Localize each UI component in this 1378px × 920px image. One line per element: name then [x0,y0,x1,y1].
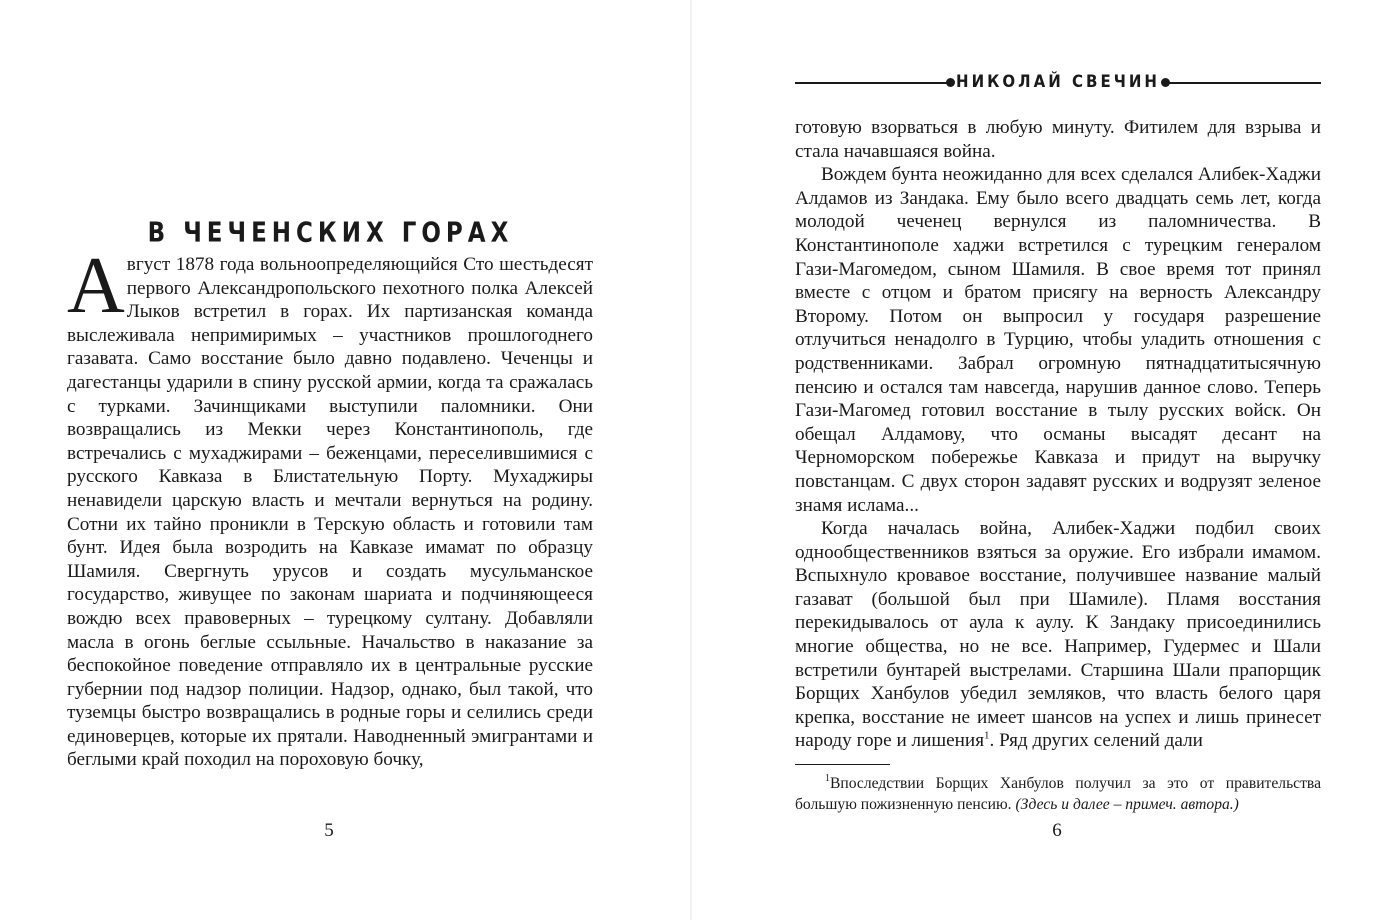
paragraph-continued: готовую взорваться в любую минуту. Фитилем для взрыва и стала начавшаяся война. [795,117,1321,162]
footnote [795,773,1321,815]
footnote-text: Впоследствии Борщих Ханбулов получил за это от правительства большую пожизненную пенсию. [795,775,1321,813]
opening-paragraph-text: вгуст 1878 года вольноопределяющийся Сто шестьдесят первого Александропольского пехотного полка Алексей Лыков встретил в горах. Их партизанская команда выслеживала непримиримых – участников прошлогоднего газавата. Само восстание было давно подавлено. Чеченцы и дагестанцы ударили в спину русской армии, когда та сражалась с турками. Зачинщиками выступили паломники. Они возвращались из Мекки через Константинополь, где встречались с мухаджирами – беженцами, переселившимися с русского Кавказа в Блистательную Порту. Мухаджиры ненавидели царскую власть и мечтали вернуться на родину. Сотни их тайно проникли в Терскую область и готовили там бунт. Идея была возродить на Кавказе имамат по образцу Шамиля. Свергнуть урусов и создать мусульманское государство, живущее по законам шариата и подчиняющееся вождю всех правоверных – турецкому султану. Добавляли масла в огонь беглые ссыльные. Начальство в наказание за беспокойное поведение отправляло их в центральные русские губернии под надзор полиции. Надзор, однако, был такой, что туземцы быстро возвращались в родные горы и селились среди единоверцев, которые их прятали. Наводненный эмигрантами и беглыми край походил на пороховую бочку, [67,254,593,771]
footnote-reference: 1 [984,730,990,743]
page-number-right: 6 [1052,820,1062,841]
footnote-paragraph [795,773,1321,815]
footnote-rule [795,764,890,765]
chapter-title: В ЧЕЧЕНСКИХ ГОРАХ [147,217,514,249]
paragraph-3 [795,517,1321,753]
paragraph-3-tail: . Ряд других селений дали [989,730,1203,752]
page-number-left: 5 [324,820,334,841]
running-head [795,72,1321,94]
running-head-author: НИКОЛАЙ СВЕЧИН [956,70,1160,92]
footnote-italic: (Здесь и далее – примеч. автора.) [1015,796,1239,813]
drop-cap: А [67,242,125,330]
running-head-rule-right [1166,82,1321,84]
right-page-body [795,116,1321,753]
right-page [692,0,1378,920]
opening-paragraph [67,242,593,772]
footnote-number: 1 [825,773,830,784]
paragraph-2: Вождем бунта неожиданно для всех сделался Алибек-Хаджи Алдамов из Зандака. Ему было всего двадцать семь лет, когда молодой чеченец вернулся из паломничества. В Константинополе хаджи встретился с турецким генералом Гази-Магомедом, сыном Шамиля. В свое время тот принял вместе с отцом и братом присягу на верность Александру Второму. Потом он выпросил у государя разрешение отлучиться ненадолго в Турцию, чтобы уладить отношения с родственниками. Забрал огромную пятнадцатитысячную пенсию и остался там навсегда, нарушив данное слово. Теперь Гази-Магомед готовил восстание в тылу русских войск. Он обещал Алдамову, что османы высадят десант на Черноморском побережье Кавказа и придут на выручку повстанцам. С двух сторон задавят русских и водрузят зеленое знамя ислама... [795,164,1321,516]
paragraph-3-text: Когда началась война, Алибек-Хаджи подбил своих однообщественников взяться за оружие. Его избрали имамом. Вспыхнуло кровавое восстание, получившее название малый газават (большой был при Шамиле). Пламя восстания перекидывалось от аула к аулу. К Зандаку присоединились многие общества, но не все. Например, Гудермес и Шали встретили бунтарей выстрелами. Старшина Шали прапорщик Борщих Ханбулов убедил земляков, что власть белого царя крепка, восстание не имеет шансов на успех и лишь принесет народу горе и лишения [795,518,1321,752]
left-page-body [67,242,593,772]
